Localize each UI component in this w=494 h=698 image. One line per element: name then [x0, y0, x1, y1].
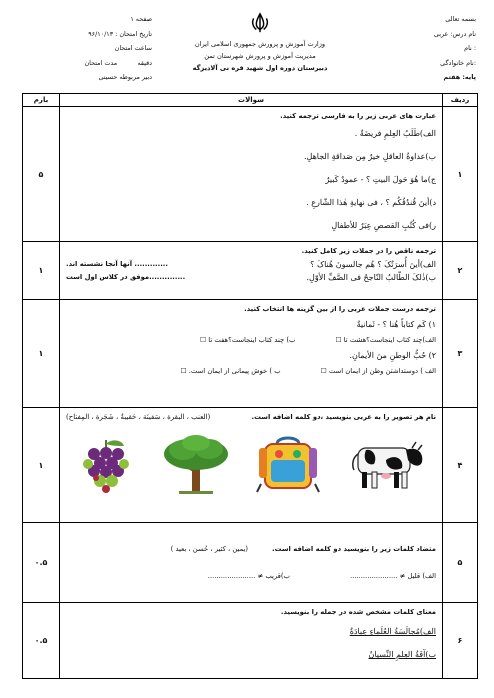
checkbox-icon[interactable]: ☐ — [335, 336, 342, 344]
word-bank: (العنب ، البقرة ، سَفینَة ، حَقیبةٌ ، شَجَرة ، المِفتاح) — [66, 413, 211, 421]
duration-label: مدت امتحان — [84, 58, 118, 67]
question-score: ۱ — [23, 242, 60, 300]
bag-icon — [255, 434, 321, 496]
question-row — [23, 523, 478, 603]
answer-blank[interactable]: ب)قریب ≠ ...................... — [207, 571, 290, 580]
question-row — [23, 107, 478, 242]
question-score: ۰.۵ — [23, 523, 60, 603]
question-instruction: ترجمه درست جملات عربی را از بین گزینه ها انتخاب کنید. — [244, 305, 436, 313]
question-instruction: نام هر تصویر را به عربی بنویسید ،دو کلمه اضافه است. — [251, 413, 436, 421]
option-a[interactable]: الف)چند کتاب اینجاست؟هشت تا ☐ — [335, 336, 436, 344]
question-content — [60, 242, 443, 300]
checkbox-icon[interactable]: ☐ — [200, 336, 207, 344]
question-number: ۲ — [443, 242, 478, 300]
question-instruction: عبارت های عربی زیر را به فارسی ترجمه کنید. — [280, 112, 436, 120]
checkbox-icon[interactable]: ☐ — [180, 367, 187, 375]
answer-blank[interactable]: ............. آنها آنجا نشسته اند. — [66, 260, 168, 268]
question-row — [23, 242, 478, 300]
question-item: الف)أینَ أُسرَتُکَ ؟ هُم جالسونَ هُناکَ ؟ — [310, 260, 436, 269]
question-content — [60, 300, 443, 408]
office-name: مدیریت آموزش و پرورش شهرستان تمن — [204, 52, 316, 60]
exam-date: تاریخ امتحان : ۹۶/۱۰/۱۳ — [88, 29, 152, 38]
option-row — [66, 334, 436, 347]
question-pair — [66, 258, 436, 271]
answer-blank[interactable]: الف) قلیل ≠ ...................... — [349, 571, 436, 580]
exam-duration — [32, 56, 152, 71]
row-header: ردیف — [443, 94, 478, 107]
student-info — [356, 12, 476, 85]
checkbox-icon[interactable]: ☐ — [320, 367, 327, 375]
option-row — [66, 365, 436, 378]
cow-icon — [346, 436, 426, 494]
question-content — [60, 408, 443, 523]
answer-row — [66, 570, 436, 583]
question-number: ۴ — [443, 408, 478, 523]
question-item: الف)مُجالَسَةُ العُلَماءِ عِبادَةٌ — [349, 627, 436, 636]
question-number: ۵ — [443, 523, 478, 603]
basmala: بسمه تعالی — [445, 15, 476, 23]
question-content — [60, 107, 443, 242]
question-row — [23, 603, 478, 679]
school-name: دبیرستان دوره اول شهید قره نی آلادیزگه — [192, 64, 328, 72]
question-row — [23, 300, 478, 408]
question-row — [23, 408, 478, 523]
school-info — [170, 12, 350, 74]
question-header-line — [66, 411, 436, 424]
question-content — [60, 523, 443, 603]
question-item: الف)طَلَبُ العِلمِ فریضَةٌ . — [354, 129, 436, 138]
question-content — [60, 603, 443, 679]
question-item: ب)عداوةُ العاقلِ خیرٌ مِن صَداقةِ الجاهلِ. — [303, 152, 436, 161]
exam-time: ساعت امتحان — [114, 44, 152, 52]
question-item: ۱) کَم کتاباً هُنا ؟ - ثَمانیةٌ — [356, 320, 436, 329]
question-score: ۵ — [23, 107, 60, 242]
question-score: ۱ — [23, 408, 60, 523]
question-item: ر)فی کُتُبِ القصصِ عِبَرٌ للأطفالِ — [331, 221, 436, 230]
question-item: ۲) حُبُّ الوطنِ منَ الأیمانِ. — [349, 351, 436, 360]
score-header: بارم — [23, 94, 60, 107]
question-score: ۱ — [23, 300, 60, 408]
question-item: ج)ما هُوَ حَولَ البیتِ ؟ - عمودٌ کَبیرٌ — [325, 175, 436, 184]
question-item: ب)آفَةُ العِلمِ النِّسیانُ — [368, 650, 436, 659]
duration-unit: دقیقه — [137, 58, 152, 67]
option-a[interactable]: الف ) دوستداشتن وطن از ایمان است ☐ — [320, 367, 436, 375]
question-instruction: معنای کلمات مشخص شده در جمله را بنویسید. — [280, 608, 436, 616]
exam-info — [32, 12, 152, 85]
question-instruction: متضاد کلمات زیر را بنویسید دو کلمه اضافه است. — [272, 544, 436, 553]
answer-blank[interactable]: ..............موفق در کلاس اول است — [66, 273, 186, 281]
option-b[interactable]: ب ) خوش پیمانی از ایمان است. ☐ — [180, 367, 281, 375]
questions-table — [22, 93, 478, 679]
picture-row — [66, 434, 436, 496]
grade-field: پایه: هفتم — [443, 73, 476, 81]
question-instruction: ترجمه ناقص را در جملات زیر کامل کنید. — [301, 247, 436, 255]
word-bank: (یمین ، کثیر ، حُسن ، بعید ) — [170, 544, 249, 553]
question-pair — [66, 271, 436, 284]
question-number: ۱ — [443, 107, 478, 242]
question-item: د)أینَ قُندُقُکُم ؟ ، فی نهایةِ هٰذا الشّارعِ . — [306, 198, 436, 207]
name-field: نام : — [464, 44, 476, 52]
question-header-line — [66, 543, 436, 556]
question-score: ۰.۵ — [23, 603, 60, 679]
tree-icon — [161, 434, 231, 496]
question-item: ب)ذٰلکَ الطّالبُ النّاجحُ فی الصَّفِّ الأوّلِ. — [306, 273, 436, 282]
questions-header: سوالات — [60, 94, 443, 107]
question-number: ۳ — [443, 300, 478, 408]
family-field: نام خانوادگی: — [440, 58, 476, 67]
table-header-row — [23, 94, 478, 107]
page-number: صفحه ۱ — [130, 15, 152, 23]
question-number: ۶ — [443, 603, 478, 679]
exam-header — [30, 12, 476, 88]
teacher-name: دبیر مربوطه حسینی — [98, 73, 152, 81]
option-b[interactable]: ب) چند کتاب اینجاست؟هفت تا ☐ — [200, 336, 296, 344]
ministry-name: وزارت آموزش و پرورش جمهوری اسلامی ایران — [194, 40, 326, 48]
iran-emblem-icon — [249, 12, 271, 34]
subject-field: نام درس: عربی — [433, 29, 476, 38]
grapes-icon — [76, 436, 136, 494]
